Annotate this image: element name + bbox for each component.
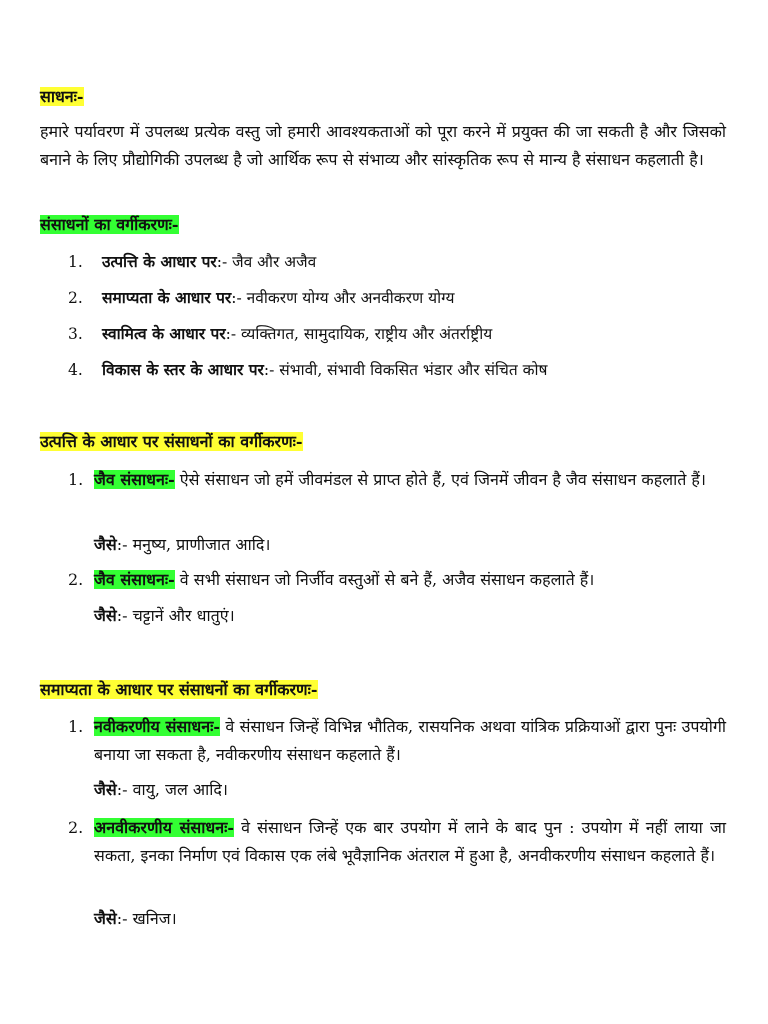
list-item: 1. जैव संसाधनः- ऐसे संसाधन जो हमें जीवमंडल से प्राप्त होते हैं, एवं जिनमें जीवन है जैव संसाधन कहलाते हैं। xyxy=(68,470,706,489)
heading-classification: संसाधनों का वर्गीकरणः- xyxy=(40,215,179,234)
list-item: 2. अनवीकरणीय संसाधनः- वे संसाधन जिन्हें एक बार उपयोग में लाने के बाद पुन : उपयोग में नहीं लाया जा सकता, इनका निर्माण एवं विकास एक लंबे भूवैज्ञानिक अंतराल में हुआ है, अनवीकरणीय संसाधन कहलाते हैं। xyxy=(68,818,726,865)
example-line: जैसे:- खनिज। xyxy=(94,909,177,928)
heading-origin: उत्पत्ति के आधार पर संसाधनों का वर्गीकरणः- xyxy=(40,432,303,451)
example-line: जैसे:- चट्टानें और धातुएं। xyxy=(94,606,235,625)
list-item: 1. नवीकरणीय संसाधनः- वे संसाधन जिन्हें विभिन्न भौतिक, रासयनिक अथवा यांत्रिक प्रक्रियाओं द्वारा पुनः उपयोगी बनाया जा सकता है, नवीकरणीय संसाधन कहलाते हैं। xyxy=(68,717,726,764)
paragraph-sadhan: हमारे पर्यावरण में उपलब्ध प्रत्येक वस्तु जो हमारी आवश्यकताओं को पूरा करने में प्रयुक्त की जा सकती है और जिसको बनाने के लिए प्रौद्योगिकी उपलब्ध है जो आर्थिक रूप से संभाव्य और सांस्कृतिक रूप से मान्य है संसाधन कहलाती है। xyxy=(40,122,726,169)
document-page: साधनः- हमारे पर्यावरण में उपलब्ध प्रत्येक वस्तु जो हमारी आवश्यकताओं को पूरा करने में प्रयुक्त की जा सकती है और जिसको बनाने के लिए प्रौद्योगिकी उपलब्ध है जो आर्थिक रूप से संभाव्य और सांस्कृतिक रूप से मान्य है संसाधन कहलाती है। संसाधनों का वर्गीकरणः- 1. उत्पत्ति के आधार पर:- जैव और अजैव 2. समाप्यता के आधार पर:- नवीकरण योग्य और अनवीकरण योग्य 3. स्वामित्व के आधार पर:- व्यक्तिगत, सामुदायिक, राष्ट्रीय और अंतर्राष्ट्रीय 4. विकास के स्तर के आधार पर:- संभावी, संभावी विकसित भंडार और संचित कोष उत्पत्ति के आधार पर संसाधनों का वर्गीकरणः- 1. जैव संसाधनः- ऐसे संसाधन जो हमें जीवमंडल से प्राप्त होते हैं, एवं जिनमें जीवन है जैव संसाधन कहलाते हैं। जैसे:- मनुष्य, प्राणीजात आदि। 2. जैव संसाधनः- वे सभी संसाधन जो निर्जीव वस्तुओं से बने हैं, अजैव संसाधन कहलाते हैं। जैसे:- चट्टानें और धातुएं। समाप्यता के आधार पर संसाधनों का वर्गीकरणः- 1. नवीकरणीय संसाधनः- वे संसाधन जिन्हें विभिन्न भौतिक, रासयनिक अथवा यांत्रिक प्रक्रियाओं द्वारा पुनः उपयोगी बनाया जा सकता है, नवीकरणीय संसाधन कहलाते हैं। जैसे:- वायु, जल आदि। 2. अनवीकरणीय संसाधनः- वे संसाधन जिन्हें एक बार उपयोग में लाने के बाद पुन : उपयोग में नहीं लाया जा सकता, इनका निर्माण एवं विकास एक लंबे भूवैज्ञानिक अंतराल में हुआ है, अनवीकरणीय संसाधन कहलाते हैं। जैसे:- खनिज। xyxy=(0,0,768,1024)
example-line: जैसे:- वायु, जल आदि। xyxy=(94,780,228,799)
heading-sadhan: साधनः- xyxy=(40,87,84,106)
heading-exhaustibility: समाप्यता के आधार पर संसाधनों का वर्गीकरणः- xyxy=(40,680,318,699)
list-item: 2. जैव संसाधनः- वे सभी संसाधन जो निर्जीव वस्तुओं से बने हैं, अजैव संसाधन कहलाते हैं। xyxy=(68,570,595,589)
example-line: जैसे:- मनुष्य, प्राणीजात आदि। xyxy=(94,535,271,554)
